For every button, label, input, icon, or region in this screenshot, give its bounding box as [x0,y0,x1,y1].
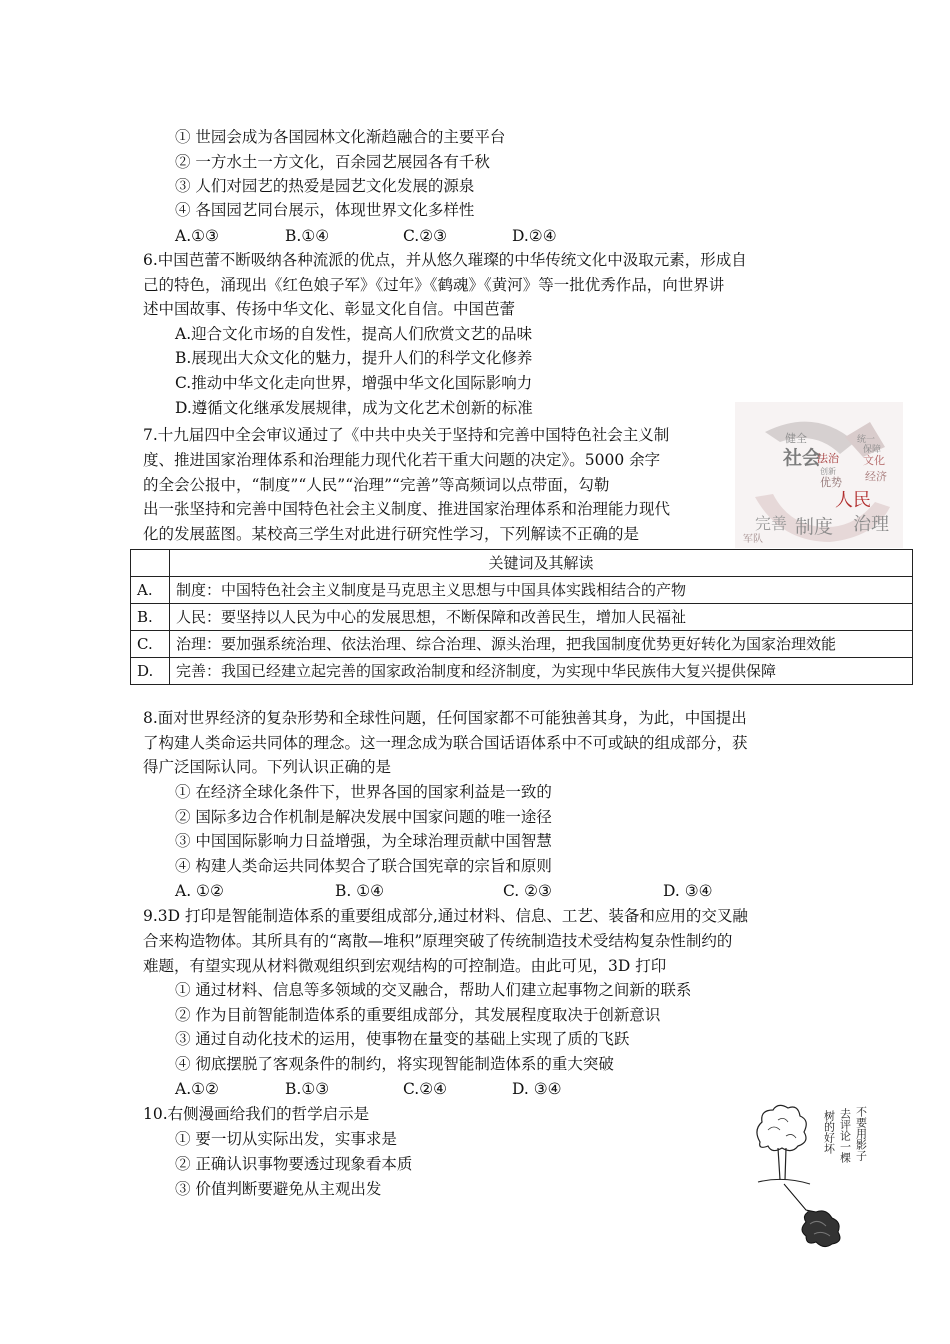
table-header: 关键词及其解读 [170,550,913,577]
q9-option-a[interactable]: A.①② [175,1080,219,1098]
row-label: D. [131,658,170,685]
q9-option-c[interactable]: C.②④ [403,1080,448,1098]
q5-item-4: ④ 各国园艺同台展示，体现世界文化多样性 [175,201,475,219]
row-text: 人民：要坚持以人民为中心的发展思想，不断保障和改善民生，增加人民福祉 [170,604,913,631]
row-text: 制度：中国特色社会主义制度是马克思主义思想与中国具体实践相结合的产物 [170,577,913,604]
cartoon-text-1: 不要用影子 [854,1106,868,1161]
wc-word-jianquan: 健全 [785,432,807,445]
q8-stem-3: 得广泛国际认同。下列认识正确的是 [143,758,392,776]
table-row[interactable] [131,577,913,604]
table-row[interactable] [131,658,913,685]
q6-option-a[interactable]: A.迎合文化市场的自发性，提高人们欣赏文艺的品味 [175,325,533,343]
tree-shadow-cartoon [748,1100,878,1250]
q9-item-4: ④ 彻底摆脱了客观条件的制约，将实现智能制造体系的重大突破 [175,1055,614,1073]
row-text: 完善：我国已经建立起完善的国家政治制度和经济制度，为实现中华民族伟大复兴提供保障 [170,658,913,685]
q5-option-d[interactable]: D.②④ [512,227,557,245]
q6-option-c[interactable]: C.推动中华文化走向世界，增强中华文化国际影响力 [175,374,533,392]
q8-option-b[interactable]: B. ①④ [335,882,385,900]
table-header-row [131,550,913,577]
q6-option-b[interactable]: B.展现出大众文化的魅力，提升人们的科学文化修养 [175,349,533,367]
q8-stem-1: 8.面对世界经济的复杂形势和全球性问题，任何国家都不可能独善其身，为此，中国提出 [143,709,747,727]
row-label: C. [131,631,170,658]
q8-item-1: ① 在经济全球化条件下，世界各国的国家利益是一致的 [175,783,552,801]
q6-stem-1: 6.中国芭蕾不断吸纳各种流派的优点，并从悠久璀璨的中华传统文化中汲取元素，形成自 [143,251,747,269]
q9-item-1: ① 通过材料、信息等多领域的交叉融合，帮助人们建立起事物之间新的联系 [175,981,692,999]
wc-word-fazhi: 法治 [817,452,839,465]
q5-option-c[interactable]: C.②③ [403,227,448,245]
q8-option-a[interactable]: A. ①② [175,882,224,900]
table-row[interactable] [131,604,913,631]
q5-option-b[interactable]: B.①④ [285,227,330,245]
q9-option-d[interactable]: D. ③④ [512,1080,562,1098]
wc-word-baozhang: 保障 [863,445,882,455]
q9-stem-2: 合来构造物体。其所具有的“离散—堆积”原理突破了传统制造技术受结构复杂性制约的 [143,932,733,950]
wc-word-zhidu: 制度 [795,516,834,538]
cartoon-text-3: 树的好坏 [822,1110,836,1154]
q7-stem-2: 度、推进国家治理体系和治理能力现代化若干重大问题的决定》。5000 余字 [143,451,661,469]
table-row[interactable] [131,631,913,658]
row-label: A. [131,577,170,604]
q8-option-c[interactable]: C. ②③ [503,882,552,900]
q6-option-d[interactable]: D.遵循文化继承发展规律，成为文化艺术创新的标准 [175,399,533,417]
q8-item-4: ④ 构建人类命运共同体契合了联合国宪章的宗旨和原则 [175,857,552,875]
q7-stem-1: 7.十九届四中全会审议通过了《中共中央关于坚持和完善中国特色社会主义制 [143,426,670,444]
q7-stem-3: 的全会公报中，“制度”“人民”“治理”“完善”等高频词以点带面，勾勒 [143,476,610,494]
q6-stem-2: 己的特色，涌现出《红色娘子军》《过年》《鹤魂》《黄河》等一批优秀作品，向世界讲 [143,276,725,294]
q8-option-d[interactable]: D. ③④ [663,882,713,900]
q9-option-b[interactable]: B.①③ [285,1080,330,1098]
wc-word-wanshan: 完善 [755,514,788,533]
q8-item-3: ③ 中国国际影响力日益增强，为全球治理贡献中国智慧 [175,832,552,850]
table-header-blank [131,550,170,577]
wc-word-renmin: 人民 [835,490,871,511]
q10-item-2: ② 正确认识事物要透过现象看本质 [175,1155,413,1173]
q10-stem: 10.右侧漫画给我们的哲学启示是 [143,1105,370,1123]
q7-stem-4: 出一张坚持和完善中国特色社会主义制度、推进国家治理体系和治理能力现代 [143,500,671,518]
q9-stem-1: 9.3D 打印是智能制造体系的重要组成部分,通过材料、信息、工艺、装备和应用的交叉融 [143,907,748,925]
q9-item-2: ② 作为目前智能制造体系的重要组成部分，其发展程度取决于创新意识 [175,1006,661,1024]
cartoon-text-2: 去评论一棵 [838,1108,852,1163]
q9-item-3: ③ 通过自动化技术的运用，使事物在量变的基础上实现了质的飞跃 [175,1030,630,1048]
q5-option-a[interactable]: A.①③ [175,227,219,245]
q5-item-1: ① 世园会成为各国园林文化渐趋融合的主要平台 [175,128,506,146]
wc-word-chuangxin: 创新 [820,467,836,476]
wc-word-youshi: 优势 [820,476,842,489]
keyword-table [130,549,913,685]
q10-item-1: ① 要一切从实际出发，实事求是 [175,1130,397,1148]
q10-item-3: ③ 价值判断要避免从主观出发 [175,1180,382,1198]
q6-stem-3: 述中国故事、传扬中华文化、彰显文化自信。中国芭蕾 [143,300,516,318]
wc-word-tongyi: 统一 [857,435,876,445]
wc-word-wenhua: 文化 [863,454,885,467]
wc-word-jingji: 经济 [865,470,887,483]
word-cloud-image [735,402,903,548]
row-label: B. [131,604,170,631]
wc-word-zhili: 治理 [853,514,889,535]
q7-stem-5: 化的发展蓝图。某校高三学生对此进行研究性学习，下列解读不正确的是 [143,525,640,543]
row-text: 治理：要加强系统治理、依法治理、综合治理、源头治理，把我国制度优势更好转化为国家治理效能 [170,631,913,658]
q8-stem-2: 了构建人类命运共同体的理念。这一理念成为联合国话语体系中不可或缺的组成部分，获 [143,734,748,752]
q8-item-2: ② 国际多边合作机制是解决发展中国家问题的唯一途径 [175,808,552,826]
wc-word-shehui: 社会 [783,447,822,469]
q5-item-2: ② 一方水土一方文化，百余园艺展园各有千秋 [175,153,490,171]
q9-stem-3: 难题，有望实现从材料微观组织到宏观结构的可控制造。由此可见，3D 打印 [143,957,667,975]
wc-word-jundui: 军队 [743,534,763,545]
q5-item-3: ③ 人们对园艺的热爱是园艺文化发展的源泉 [175,177,475,195]
